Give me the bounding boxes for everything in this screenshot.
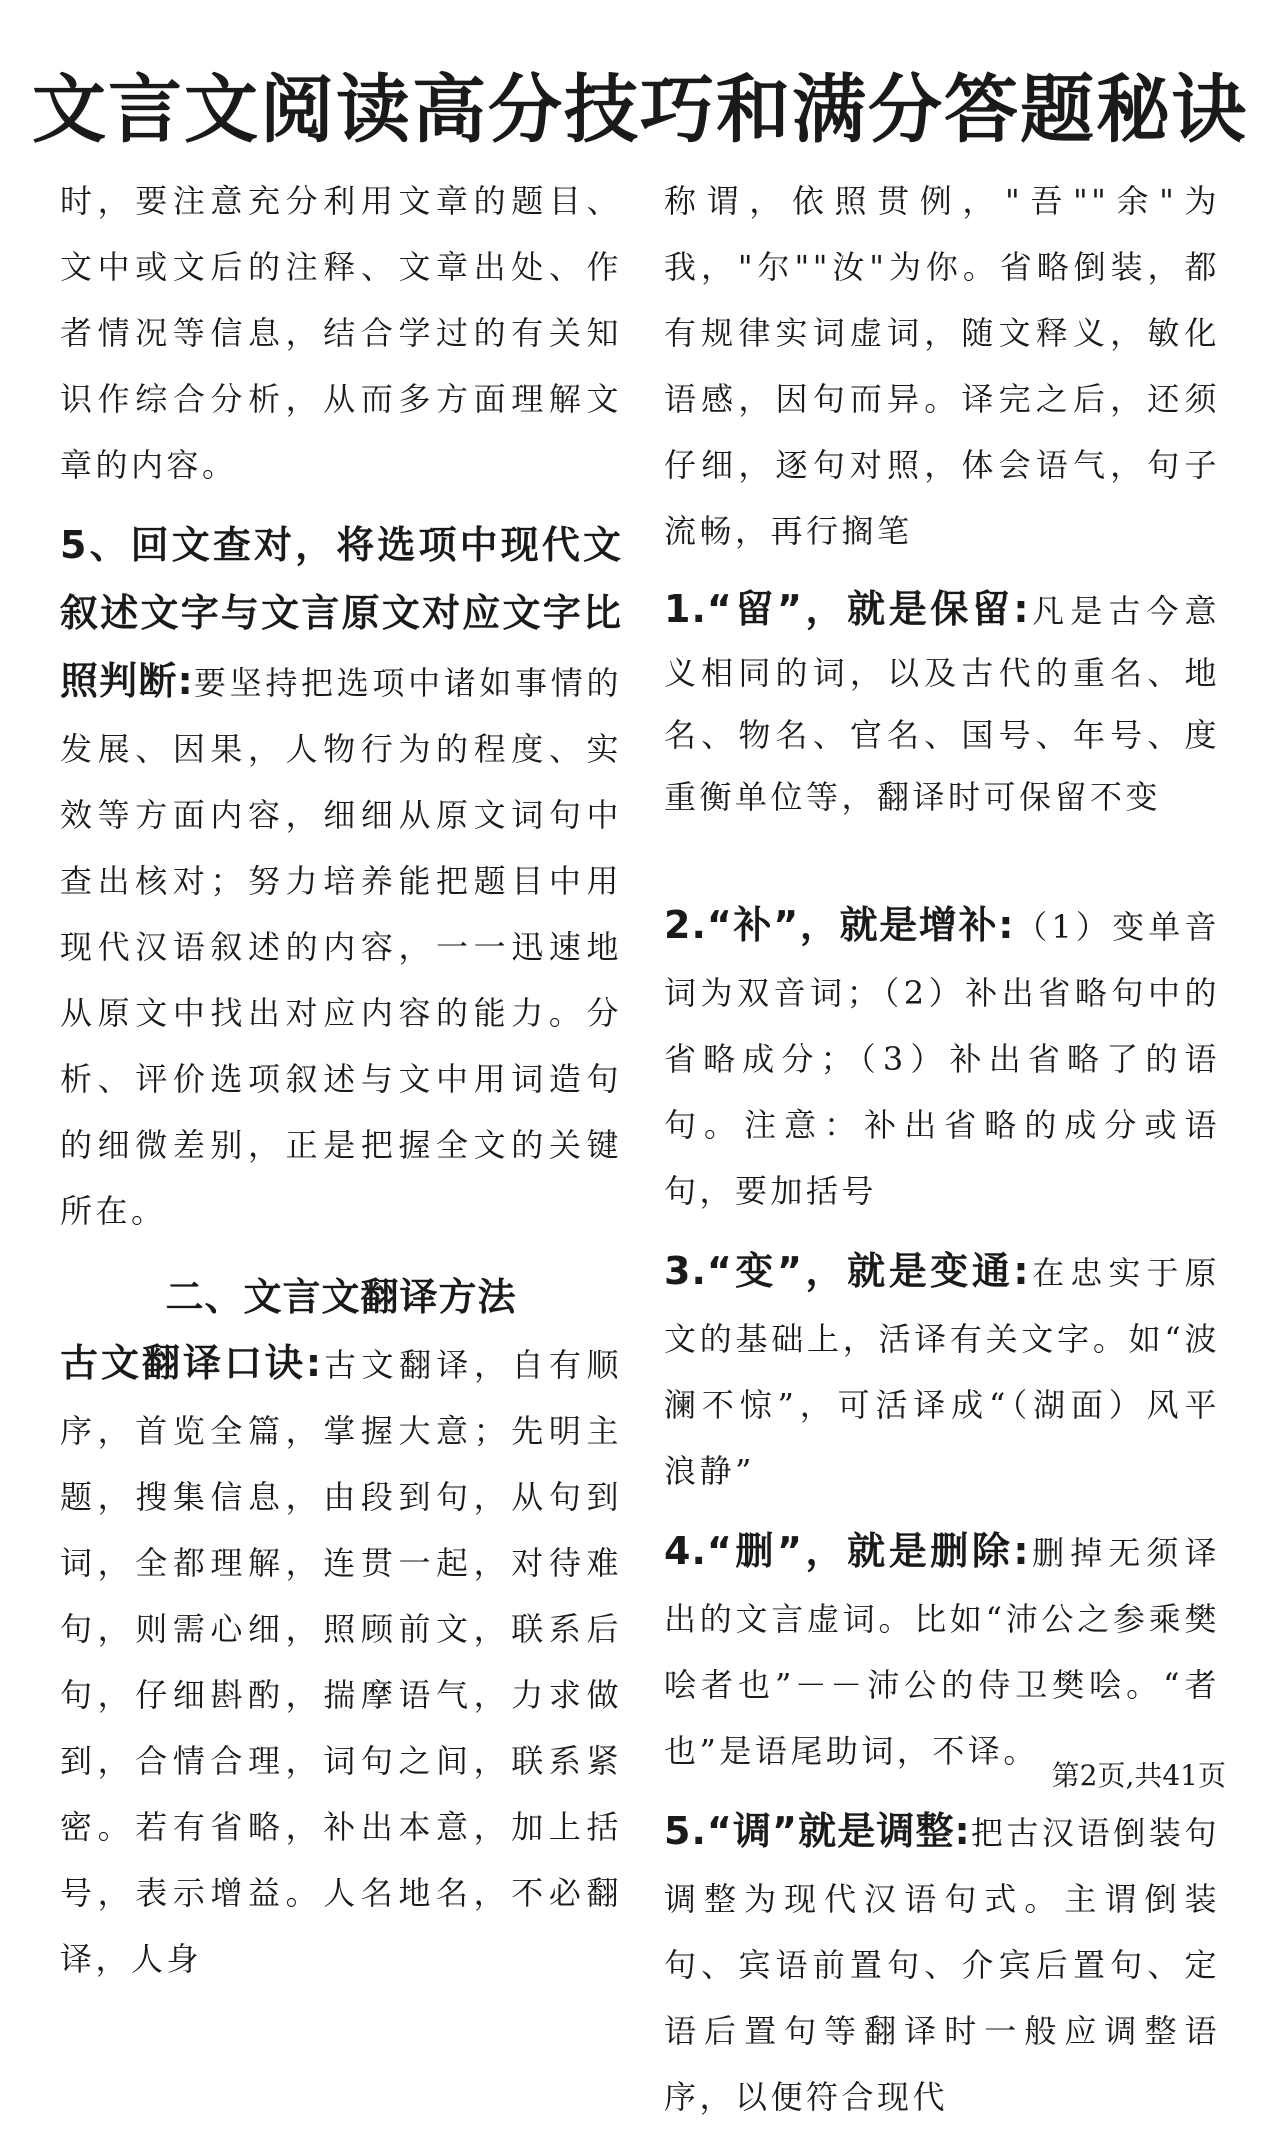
method-3-body: 在忠实于原文的基础上，活译有关文字。如“波澜不惊”，可活译成“（湖面）风平浪静” <box>664 1254 1220 1490</box>
koujue-body: 古文翻译，自有顺序，首览全篇，掌握大意；先明主题，搜集信息，由段到句，从句到词，全都理解，连贯一起，对待难句，则需心细，照顾前文，联系后句，仔细斟酌，揣摩语气，力求做到，合情合理，词句之间，联系紧密。若有省略，补出本意，加上括号，表示增益。人名地名，不必翻译，人身 <box>60 1346 622 1978</box>
method-1-paragraph <box>664 578 1220 828</box>
koujue-heading: 古文翻译口诀: <box>60 1341 323 1385</box>
section-2-heading: 二、文言文翻译方法 <box>165 1275 517 1319</box>
method-1-heading: 1.“留”，就是保留: <box>664 587 1030 631</box>
paragraph-intro: 时，要注意充分利用文章的题目、文中或文后的注释、文章出处、作者情况等信息，结合学过的有关知识作综合分析，从而多方面理解文章的内容。 <box>60 182 622 484</box>
paragraph-continued: 称谓，依照贯例，"吾""余"为我，"尔""汝"为你。省略倒装，都有规律实词虚词，随文释义，敏化语感，因句而异。译完之后，还须仔细，逐句对照，体会语气，句子流畅，再行搁笔 <box>664 182 1220 550</box>
method-5-paragraph <box>664 1798 1220 2130</box>
method-5-body: 把古汉语倒装句调整为现代汉语句式。主谓倒装句、宾语前置句、介宾后置句、定语后置句等翻译时一般应调整语序，以便符合现代 <box>664 1814 1220 2116</box>
method-2-heading: 2.“补”，就是增补: <box>664 903 1015 947</box>
section-5-paragraph <box>60 512 622 1244</box>
method-3-heading: 3.“变”，就是变通: <box>664 1249 1030 1293</box>
section-5-body: 要坚持把选项中诸如事情的发展、因果，人物行为的程度、实效等方面内容，细细从原文词句中查出核对；努力培养能把题目中用现代汉语叙述的内容，一一迅速地从原文中找出对应内容的能力。分析、评价选项叙述与文中用词造句的细微差别，正是把握全文的关键所在。 <box>60 664 622 1230</box>
method-5-heading: 5.“调”就是调整: <box>664 1809 971 1853</box>
koujue-paragraph <box>60 1330 622 1992</box>
method-4-paragraph <box>664 1518 1220 1784</box>
left-column <box>60 168 622 1978</box>
method-1-body: 凡是古今意义相同的词，以及古代的重名、地名、物名、官名、国号、年号、度重衡单位等，翻译时可保留不变 <box>664 592 1220 816</box>
method-2-paragraph <box>664 892 1220 1224</box>
method-3-paragraph <box>664 1238 1220 1504</box>
page-title: 文言文阅读高分技巧和满分答题秘诀 <box>32 67 1248 153</box>
method-4-body: 删掉无须译出的文言虚词。比如“沛公之参乘樊哙者也”－－沛公的侍卫樊哙。“者也”是语尾助词，不译。 <box>664 1534 1220 1770</box>
method-2-body: （1）变单音词为双音词；（2）补出省略句中的省略成分；（3）补出省略了的语句。注意：补出省略的成分或语句，要加括号 <box>664 908 1220 1210</box>
section-5-heading: 5、回文查对，将选项中现代文叙述文字与文言原文对应文字比照判断: <box>60 523 622 703</box>
method-4-heading: 4.“删”，就是删除: <box>664 1529 1030 1573</box>
page-number: 第2页,共41页 <box>1051 1759 1226 1792</box>
